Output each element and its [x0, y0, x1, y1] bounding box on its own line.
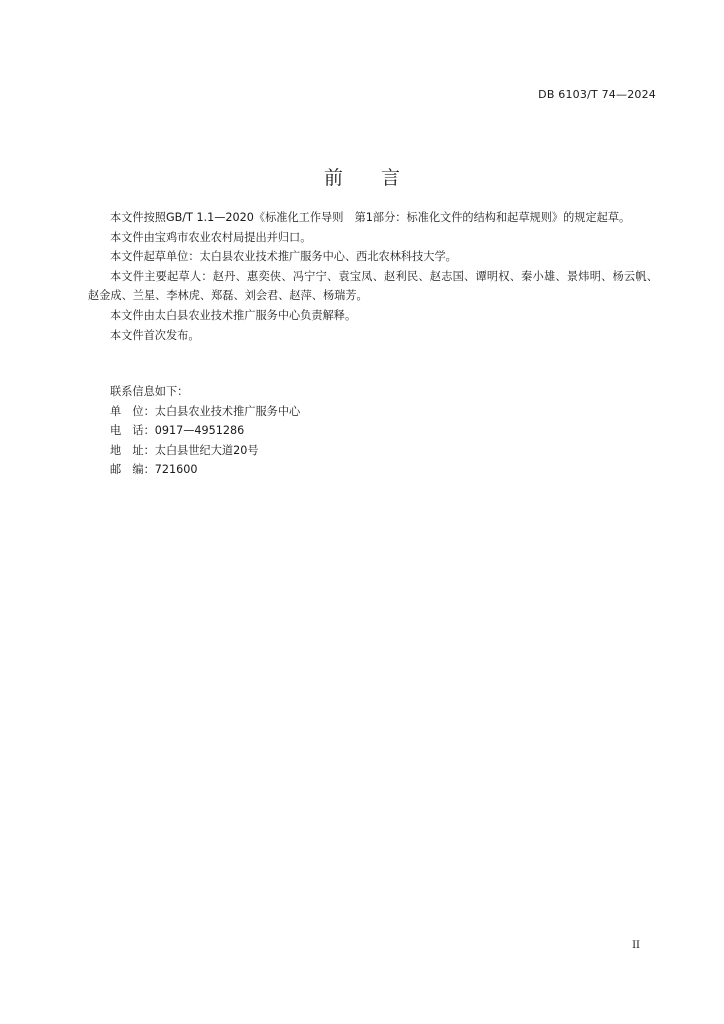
contact-unit-row [110, 402, 300, 422]
paragraph-interpretation: 本文件由太白县农业技术推广服务中心负责解释。 [110, 308, 357, 322]
contact-postcode-value: 721600 [154, 463, 198, 477]
contact-info [110, 382, 300, 480]
contact-address-value: 太白县世纪大道20号 [154, 443, 259, 457]
contact-phone-value: 0917—4951286 [154, 424, 245, 438]
paragraph-drafting-basis: 本文件按照GB/T 1.1—2020《标准化工作导则 第1部分：标准化文件的结构和起草规则》的规定起草。 [110, 211, 631, 224]
document-code: DB 6103/T 74—2024 [538, 88, 656, 101]
contact-address-row [110, 441, 300, 461]
contact-phone-label: 电 话： [110, 424, 155, 438]
foreword-body [88, 208, 658, 345]
contact-heading: 联系信息如下： [110, 385, 189, 398]
page-number: II [632, 940, 640, 951]
contact-postcode-label: 邮 编： [110, 463, 155, 477]
paragraph-drafters: 本文件主要起草人：赵丹、惠奕侠、冯宁宁、袁宝凤、赵利民、赵志国、谭明权、秦小雄、景炜明、杨云帆、赵金成、兰星、李林虎、郑磊、刘会君、赵萍、杨瑞芳。 [88, 269, 658, 303]
contact-address-label: 地 址： [110, 443, 155, 457]
page-title: 前言 [323, 166, 438, 189]
paragraph-proposer: 本文件由宝鸡市农业农村局提出并归口。 [110, 230, 312, 244]
paragraph-drafting-units: 本文件起草单位：太白县农业技术推广服务中心、西北农林科技大学。 [110, 250, 457, 264]
contact-unit-label: 单 位： [110, 404, 155, 418]
contact-postcode-row [110, 460, 300, 480]
paragraph-first-release: 本文件首次发布。 [110, 328, 200, 342]
contact-unit-value: 太白县农业技术推广服务中心 [154, 404, 301, 418]
contact-phone-row [110, 421, 300, 441]
